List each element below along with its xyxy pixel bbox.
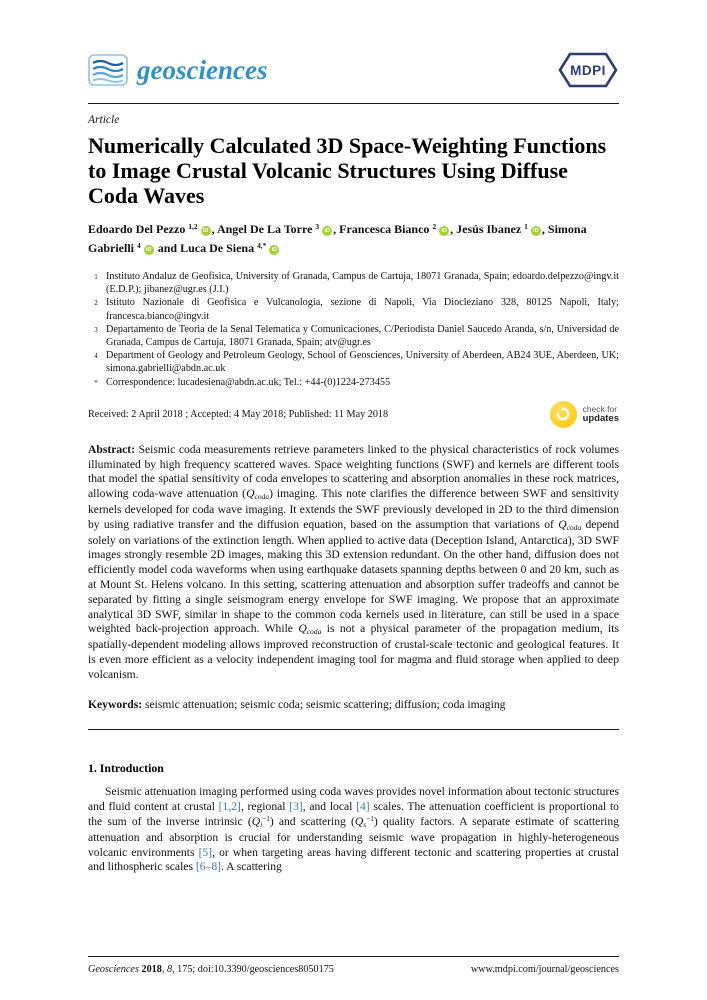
journal-header: [88, 0, 619, 90]
citation-link[interactable]: [3]: [289, 800, 303, 814]
affiliation-item: [88, 349, 619, 375]
text-segment: . A scattering: [220, 860, 282, 874]
keywords-text: seismic attenuation; seismic coda; seismic scattering; diffusion; coda imaging: [145, 697, 506, 711]
text-segment: 1: [524, 222, 528, 232]
check-updates-icon: [550, 401, 577, 428]
text-segment: Geosciences: [88, 964, 142, 975]
check-updates-badge[interactable]: [550, 401, 619, 428]
affiliation-text: Instituto Andaluz de Geofisica, University of Granada, Campus de Cartuja, 18071 Granada, Spain; edoardo.delpezzo@ingv.it (E.D.P.); jibanez@ugr.es (J.I.): [106, 271, 619, 296]
affiliation-item: [88, 323, 619, 349]
text-segment: , Jesús Ibanez: [450, 222, 525, 236]
affiliation-text: Istituto Nazionale di Geofisica e Vulcanologia, sezione di Napoli, Via Diocleziano 328, 80125 Napoli, Italy; francesca.bianco@ingv.it: [106, 297, 619, 322]
refresh-arrow-icon: [556, 407, 570, 421]
text-segment: Q: [298, 622, 307, 636]
text-segment: Q: [558, 517, 567, 531]
text-segment: Abstract:: [88, 442, 139, 456]
affiliation-item: [88, 270, 619, 296]
citation-link[interactable]: [4]: [356, 800, 370, 814]
text-segment: Q: [246, 487, 255, 501]
text-segment: ) quality factors. A separate estimate of scattering attenuation and absorption is crucial for understanding seismic wave propagation in highly-heterogeneous volcanic environments: [88, 814, 620, 859]
orcid-icon[interactable]: iD: [439, 226, 449, 236]
text-segment: , regional: [240, 800, 290, 814]
text-segment: , Angel De La Torre: [211, 222, 316, 236]
text-segment: ) and scattering (: [269, 814, 355, 828]
abstract-paragraph: [88, 443, 619, 683]
orcid-icon[interactable]: iD: [531, 226, 541, 236]
section-heading-introduction: 1. Introduction: [88, 761, 164, 776]
affiliation-text: Departamento de Teoria de la Senal Telematica y Comunicaciones, C/Periodista Daniel Saucedo Aranda, s/n, Universidad de Granada, Campus de Cartuja, 18071 Granada, Spain; atv@ugr.es: [106, 323, 619, 349]
text-segment: ,: [161, 964, 167, 975]
text-segment: ) imaging. This note clarifies the difference between SWF and sensitivity kernels developed for coda wave imaging. It extends the SWF previously developed in 2D to the third dimension by using radiative transfer and the diffusion equation, based on the assumption that variations of: [88, 487, 619, 531]
section-divider: [88, 729, 619, 730]
text-segment: 8: [166, 964, 173, 975]
text-segment: 2018: [141, 964, 162, 975]
text-segment: Q: [251, 814, 261, 828]
text-segment: Q: [354, 814, 364, 828]
text-segment: −1: [366, 815, 374, 824]
citation-link[interactable]: [1,2]: [218, 800, 241, 814]
mdpi-logo-text: MDPI: [570, 63, 606, 78]
introduction-paragraph: [88, 785, 619, 875]
text-segment: , or when targeting areas having different tectonic and scattering properties at crustal and lithospheric scales: [88, 845, 619, 874]
text-segment: −1: [262, 815, 270, 824]
text-segment: coda: [254, 492, 270, 502]
text-segment: , Simona Gabrielli: [88, 222, 587, 255]
header-divider: [88, 103, 619, 104]
check-updates-text: [583, 404, 619, 425]
badge-line2: updates: [582, 413, 619, 425]
text-segment: 4: [137, 240, 141, 250]
text-segment: is not a physical parameter of the propagation medium, its spatially-dependent modeling allows improved reconstruction of crustal-scale tectonic and geological features. It is even more efficient as a velocity independent imaging tool for magma and fluid storage when applied to deep volcanism.: [88, 622, 620, 681]
text-segment: , 175; doi:10.3390/geosciences8050175: [172, 964, 334, 975]
text-segment: Seismic coda measurements retrieve parameters linked to the physical characteristics of rock volumes illuminated by high frequency scattered waves. Space weighting functions (SWF) and kernels are different tools that model the spatial sensitivity of coda envelopes to scattering and absorption anomalies in these rock matrices, allowing coda-wave attenuation (: [88, 442, 620, 501]
affiliation-number: 3: [94, 325, 98, 334]
affiliation-item: [88, 296, 619, 322]
affiliation-number: 2: [94, 299, 98, 308]
dates-row: [88, 401, 619, 428]
paper-title: Numerically Calculated 3D Space-Weighting Functions to Image Crustal Volcanic Structures Using Diffuse Coda Waves: [88, 133, 607, 208]
text-segment: coda: [306, 627, 322, 637]
authors-line: [88, 221, 619, 258]
affiliation-item: [88, 376, 619, 390]
badge-line1: check for: [582, 403, 618, 414]
geosciences-waves-icon: [88, 54, 128, 86]
text-segment: scales. The attenuation coefficient is proportional to the sum of the inverse intrinsic (: [88, 800, 619, 828]
journal-logo[interactable]: [88, 54, 267, 86]
keywords-line: [88, 698, 619, 713]
text-segment: , Francesca Bianco: [333, 222, 433, 236]
text-segment: 1,2: [188, 222, 198, 232]
footer-citation-doi[interactable]: [88, 964, 334, 975]
dates-line: Received: 2 April 2018 ; Accepted: 4 May 2018; Published: 11 May 2018: [88, 408, 389, 420]
text-segment: coda: [566, 522, 582, 532]
text-segment: , and local: [302, 800, 357, 814]
article-type-label: Article: [88, 114, 120, 126]
text-segment: and Luca De Siena: [154, 240, 258, 255]
journal-wordmark: geosciences: [137, 54, 268, 85]
orcid-icon[interactable]: iD: [201, 226, 211, 236]
text-segment: Seismic attenuation imaging performed using coda waves provides novel information about tectonic structures and fluid content at crustal: [88, 785, 619, 814]
footer-journal-url[interactable]: www.mdpi.com/journal/geosciences: [470, 964, 619, 975]
orcid-icon[interactable]: iD: [269, 245, 279, 255]
affiliation-number: 1: [94, 273, 98, 281]
text-segment: s: [363, 819, 367, 829]
keywords-label: Keywords:: [88, 697, 143, 711]
affiliation-text: Correspondence: lucadesiena@abdn.ac.uk; Tel.: +44-(0)1224-273455: [106, 376, 391, 388]
affiliation-number: 4: [94, 352, 98, 361]
mdpi-logo[interactable]: [557, 50, 619, 90]
text-segment: i: [260, 819, 263, 829]
text-segment: 3: [315, 222, 320, 232]
affiliations-list: [88, 270, 619, 390]
orcid-icon[interactable]: iD: [144, 245, 154, 255]
text-segment: 4,*: [257, 240, 267, 250]
citation-link[interactable]: [6–8]: [195, 860, 221, 874]
page-footer: [88, 956, 619, 975]
affiliation-number: *: [94, 378, 98, 387]
text-segment: 2: [432, 222, 437, 232]
orcid-icon[interactable]: iD: [322, 226, 332, 236]
citation-link[interactable]: [5]: [198, 845, 213, 859]
text-segment: Edoardo Del Pezzo: [88, 222, 189, 236]
affiliation-text: Department of Geology and Petroleum Geology, School of Geosciences, University of Aberdeen, AB24 3UE, Aberdeen, UK; simona.gabrielli@abdn.ac.uk: [106, 350, 619, 375]
text-segment: depend solely on variations of the extinction length. When applied to active data (Deception Island, Antarctica), 3D SWF images strongly resemble 2D images, making this 3D extension redundant. On the other hand, diffusion does not efficiently model coda waveforms when using earthquake datasets spanning depths between 0 and 20 km, such as at Mount St. Helens volcano. In this setting, scattering attenuation and absorption suffer tradeoffs and cannot be separated by fitting a single seismogram energy envelope for SWF imaging. We propose that an approximate analytical 3D SWF, similar in shape to the common coda kernels used in literature, can still be used in a space weighted back-projection approach. While: [88, 517, 619, 636]
